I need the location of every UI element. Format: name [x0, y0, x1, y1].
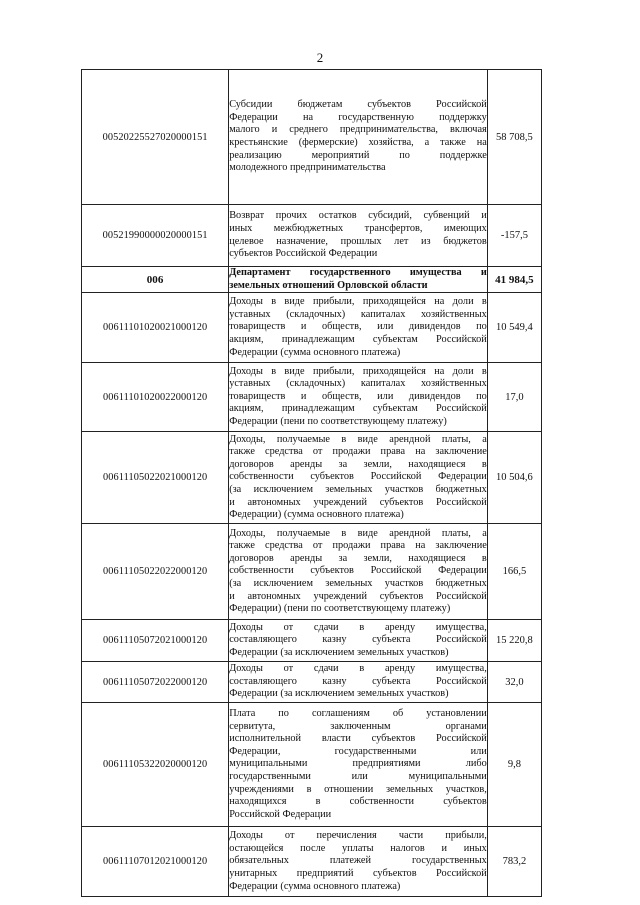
description-line: остающейся после уплаты налогов и иных: [229, 842, 487, 854]
description-line: собственности субъектов Российской Федерации: [229, 565, 487, 577]
description-line: молодежного предпринимательства: [229, 162, 386, 174]
description-line: договоров аренды за земли, находящиеся в: [229, 552, 487, 564]
description-line: крестьянские (фермерские) хозяйства, а также на: [229, 137, 487, 148]
revenue-description-cell: [229, 703, 488, 827]
description-line: (за исключением земельных участков бюджетных: [229, 577, 487, 589]
revenue-amount-cell: 58 708,5: [487, 70, 541, 205]
description-line: исполнительной власти субъектов Российской: [229, 733, 487, 745]
description-line: земельных отношений Орловской области: [229, 279, 428, 291]
revenue-description-cell: [229, 363, 488, 432]
description-line: (за исключением земельных участков бюджетных: [229, 483, 487, 495]
description-line: обязательных платежей государственных: [229, 855, 487, 867]
revenue-code-cell: 00611101020022000120: [82, 363, 229, 432]
description-line: малого и среднего предпринимательства, включая: [229, 124, 487, 136]
description-line: Доходы от сдачи в аренду имущества,: [229, 621, 487, 633]
description-line: Департамент государственного имущества и: [229, 267, 487, 278]
revenue-amount-cell: 15 220,8: [487, 620, 541, 662]
revenue-code-cell: 00520225527020000151: [82, 70, 229, 205]
description-line: Доходы от перечисления части прибыли,: [229, 830, 487, 842]
description-line: Федерации (сумма основного платежа): [229, 880, 401, 892]
revenue-row: [82, 432, 542, 524]
revenue-amount-cell: 9,8: [487, 703, 541, 827]
revenue-amount-cell: 32,0: [487, 662, 541, 703]
department-row: [82, 267, 542, 293]
description-line: Федерации на государственную поддержку: [229, 111, 487, 123]
revenue-row: [82, 205, 542, 267]
page-number: 2: [316, 50, 324, 65]
description-line: государственными или муниципальными: [229, 770, 487, 782]
description-line: Федерации (за исключением земельных участков): [229, 646, 449, 658]
revenue-description-cell: [229, 827, 488, 897]
revenue-description-cell: [229, 432, 488, 524]
description-line: уставных (складочных) капиталах хозяйственных: [229, 378, 487, 390]
description-line: акциям, принадлежащим субъектам Российской: [229, 333, 487, 345]
description-line: Плата по соглашениям об установлении: [229, 708, 487, 720]
description-line: Федерации (за исключением земельных участков): [229, 688, 449, 700]
description-line: составляющего казну субъекта Российской: [229, 634, 487, 646]
revenue-description-cell: [229, 293, 488, 363]
description-line: собственности субъектов Российской Федерации: [229, 471, 487, 483]
description-line: сервитута, заключенным органами: [229, 720, 487, 732]
revenue-description-cell: [229, 267, 488, 293]
revenue-amount-cell: -157,5: [487, 205, 541, 267]
revenue-amount-cell: 10 549,4: [487, 293, 541, 363]
description-line: реализацию мероприятий по поддержке: [229, 149, 487, 161]
description-line: Федерации (сумма основного платежа): [229, 346, 401, 358]
description-line: уставных (складочных) капиталах хозяйственных: [229, 308, 487, 320]
description-line: иных межбюджетных трансфертов, имеющих: [229, 222, 487, 234]
description-line: составляющего казну субъекта Российской: [229, 675, 487, 687]
description-line: Доходы в виде прибыли, приходящейся на доли в: [229, 365, 487, 377]
description-line: Доходы, получаемые в виде арендной платы, а: [229, 527, 487, 539]
description-line: Федерации) (пени по соответствующему платежу): [229, 603, 451, 615]
revenue-amount-cell: 10 504,6: [487, 432, 541, 524]
revenue-table-body: [82, 70, 542, 897]
revenue-code-cell: 00611105072021000120: [82, 620, 229, 662]
revenue-code-cell: 00611105322020000120: [82, 703, 229, 827]
description-line: также средства от продажи права на заключение: [229, 540, 487, 552]
revenue-table: [81, 69, 542, 897]
description-line: муниципальными предприятиями либо: [229, 758, 487, 770]
revenue-description-cell: [229, 524, 488, 620]
revenue-amount-cell: 783,2: [487, 827, 541, 897]
revenue-row: [82, 827, 542, 897]
revenue-row: [82, 293, 542, 363]
description-line: унитарных предприятий субъектов Российской: [229, 867, 487, 879]
revenue-amount-cell: 17,0: [487, 363, 541, 432]
description-line: Возврат прочих остатков субсидий, субвенций и: [229, 210, 487, 222]
description-line: Федерации (пени по соответствующему платежу): [229, 416, 447, 428]
description-line: и автономных учреждений субъектов Российской: [229, 496, 487, 508]
description-line: Доходы в виде прибыли, приходящейся на доли в: [229, 296, 487, 308]
description-line: Российской Федерации: [229, 808, 332, 820]
description-line: акциям, принадлежащим субъектам Российской: [229, 403, 487, 415]
revenue-code-cell: 00611101020021000120: [82, 293, 229, 363]
description-line: и автономных учреждений субъектов Российской: [229, 590, 487, 602]
revenue-amount-cell: 166,5: [487, 524, 541, 620]
revenue-code-cell: 00611105072022000120: [82, 662, 229, 703]
revenue-code-cell: 00611105022022000120: [82, 524, 229, 620]
revenue-code-cell: 006: [82, 267, 229, 293]
revenue-description-cell: [229, 70, 488, 205]
description-line: договоров аренды за земли, находящиеся в: [229, 458, 487, 470]
description-line: товариществ и обществ, или дивидендов по: [229, 321, 487, 333]
description-line: учреждениями в отношении земельных участков,: [229, 783, 487, 795]
description-line: Доходы, получаемые в виде арендной платы, а: [229, 433, 487, 445]
description-line: также средства от продажи права на заключение: [229, 446, 487, 458]
description-line: Доходы от сдачи в аренду имущества,: [229, 663, 487, 675]
revenue-row: [82, 70, 542, 205]
description-line: Субсидии бюджетам субъектов Российской: [229, 99, 487, 111]
revenue-row: [82, 524, 542, 620]
revenue-row: [82, 363, 542, 432]
description-line: товариществ и обществ, или дивидендов по: [229, 390, 487, 402]
revenue-row: [82, 662, 542, 703]
description-line: целевое назначение, прошлых лет из бюджетов: [229, 235, 487, 247]
revenue-description-cell: [229, 205, 488, 267]
revenue-code-cell: 00611105022021000120: [82, 432, 229, 524]
description-line: субъектов Российской Федерации: [229, 248, 378, 260]
description-line: Федерации) (сумма основного платежа): [229, 509, 404, 521]
revenue-code-cell: 00611107012021000120: [82, 827, 229, 897]
revenue-amount-cell: 41 984,5: [487, 267, 541, 293]
description-line: Федерации, государственными или: [229, 745, 487, 757]
revenue-description-cell: [229, 620, 488, 662]
revenue-row: [82, 620, 542, 662]
revenue-code-cell: 00521990000020000151: [82, 205, 229, 267]
description-line: находящихся в собственности субъектов: [229, 796, 487, 808]
revenue-description-cell: [229, 662, 488, 703]
revenue-row: [82, 703, 542, 827]
